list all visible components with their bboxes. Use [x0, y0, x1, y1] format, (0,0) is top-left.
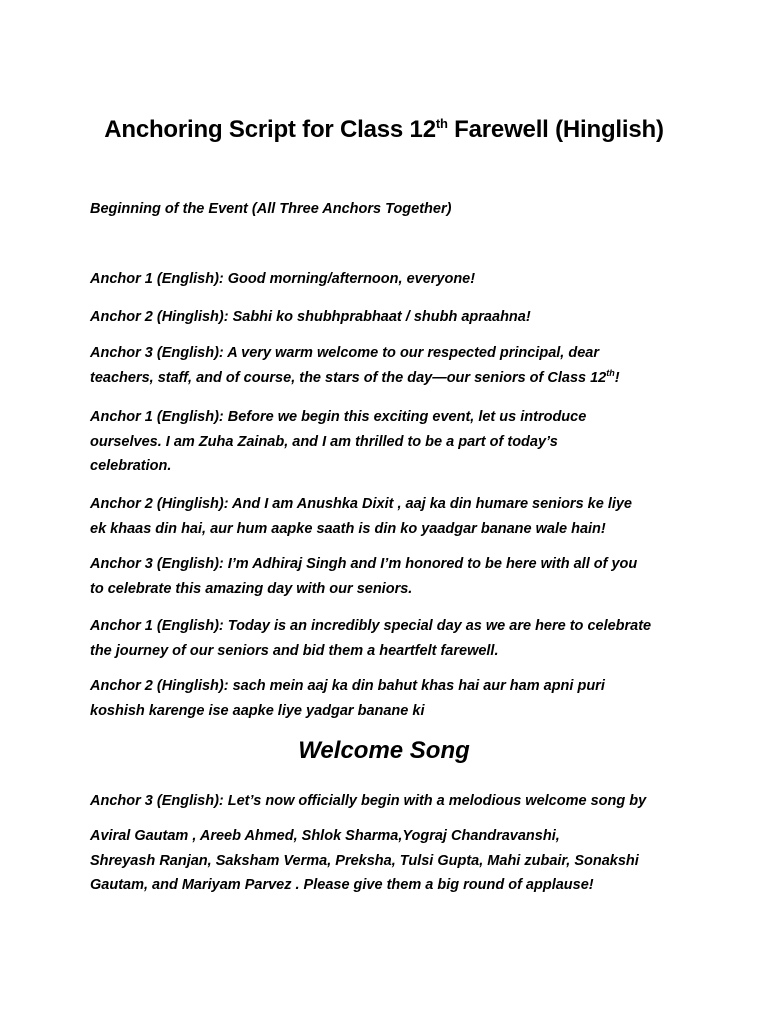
paragraph-line: Anchor 1 (English): Before we begin this exciting event, let us introduce — [90, 409, 587, 425]
paragraph-line: the journey of our seniors and bid them a heartfelt farewell. — [90, 642, 499, 659]
paragraph-line: Anchor 3 (English): A very warm welcome to our respected principal, dear — [90, 345, 599, 361]
paragraph-line: to celebrate this amazing day with our seniors. — [90, 580, 413, 597]
performers-paragraph — [90, 824, 690, 898]
paragraph-line: Anchor 3 (English): Let’s now officially begin with a melodious welcome song by — [90, 793, 647, 809]
paragraph-line: Gautam, and Mariyam Parvez . Please give them a big round of applause! — [90, 877, 594, 893]
script-paragraph — [90, 492, 690, 541]
paragraph-line: Anchor 2 (Hinglish): And I am Anushka Dixit , aaj ka din humare seniors ke liye — [90, 496, 633, 512]
script-paragraph — [90, 267, 690, 292]
section-label: Beginning of the Event (All Three Anchors Together) — [90, 201, 452, 217]
title-main: Anchoring Script for Class 12 — [104, 116, 436, 143]
document-title — [0, 116, 768, 144]
paragraph-line: celebration. — [90, 458, 172, 474]
script-paragraph — [90, 789, 690, 814]
paragraph-line: Anchor 2 (Hinglish): sach mein aaj ka din bahut khas hai aur ham apni puri — [90, 678, 605, 694]
script-paragraph — [90, 405, 690, 479]
paragraph-line: ek khaas din hai, aur hum aapke saath is din ko yaadgar banane wale hain! — [90, 520, 606, 537]
paragraph-line: Anchor 3 (English): I’m Adhiraj Singh and I’m honored to be here with all of you — [90, 556, 638, 572]
class-superscript: th — [606, 367, 615, 378]
title-tail: Farewell (Hinglish) — [447, 116, 664, 143]
paragraph-line: Anchor 1 (English): Good morning/afternoon, everyone! — [90, 271, 476, 287]
paragraph-line: Aviral Gautam , Areeb Ahmed, Shlok Sharma,Yograj Chandravanshi, — [90, 828, 560, 844]
paragraph-line: Anchor 1 (English): Today is an incredibly special day as we are here to celebrate — [90, 618, 652, 634]
script-paragraph — [90, 305, 690, 330]
title-superscript: th — [435, 116, 448, 131]
script-paragraph — [90, 552, 690, 601]
song-heading: Welcome Song — [298, 737, 470, 764]
paragraph-line: koshish karenge ise aapke liye yadgar banane ki — [90, 702, 425, 719]
paragraph-line-with-superscript — [90, 366, 690, 391]
script-paragraph — [90, 674, 690, 723]
script-paragraph — [90, 341, 690, 390]
script-paragraph — [90, 614, 690, 663]
paragraph-line: ourselves. I am Zuha Zainab, and I am thrilled to be a part of today’s — [90, 433, 558, 450]
paragraph-line: Anchor 2 (Hinglish): Sabhi ko shubhprabhaat / shubh apraahna! — [90, 309, 531, 325]
paragraph-tail: ! — [614, 369, 620, 386]
paragraph-line: Shreyash Ranjan, Saksham Verma, Preksha, Tulsi Gupta, Mahi zubair, Sonakshi — [90, 852, 639, 869]
paragraph-line: teachers, staff, and of course, the stars of the day—our seniors of Class 12 — [90, 369, 607, 386]
